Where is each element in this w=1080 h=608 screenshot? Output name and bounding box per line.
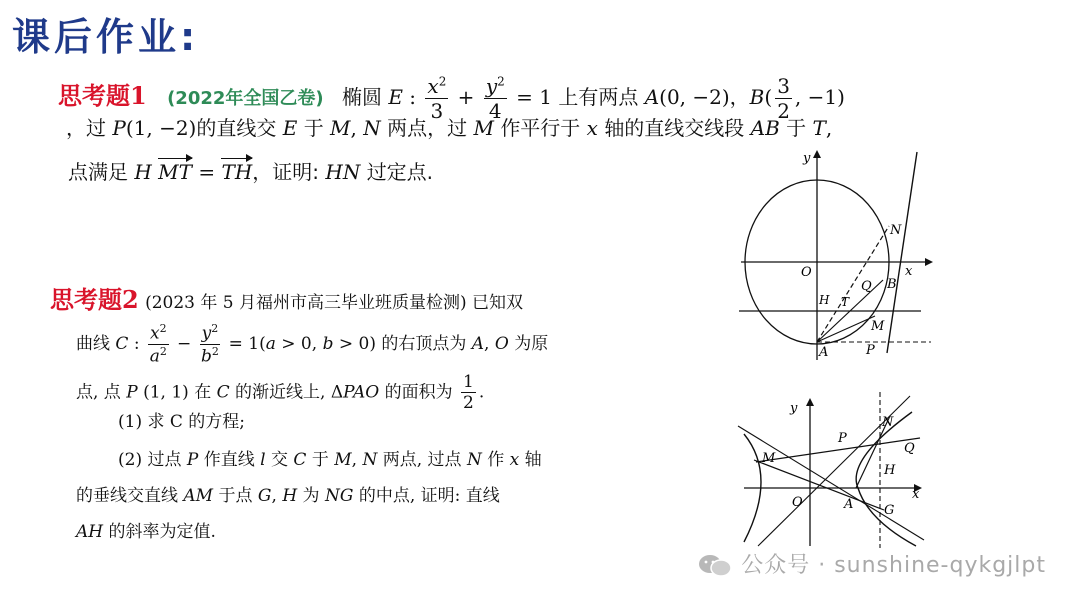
problem2-label: 思考题2 <box>50 285 139 314</box>
svg-text:Q: Q <box>861 279 872 294</box>
svg-text:B: B <box>887 277 897 292</box>
problem2-line7: AH 的斜率为定值. <box>76 522 216 542</box>
svg-text:Q: Q <box>904 441 915 456</box>
problem2-source: (2023 年 5 月福州市高三毕业班质量检测) 已知双 <box>145 293 524 313</box>
problem1-line1: 思考题1 (2022年全国乙卷) 椭圆 E : $\frac{x^2}{3}$ + $\frac{y^2}{4}$ = 1 上有两点 A(0, −2)，B( $\frac{3}{2}$ , −1) <box>58 74 845 123</box>
svg-text:x: x <box>912 487 920 502</box>
svg-text:T: T <box>841 295 850 309</box>
svg-text:M: M <box>762 451 776 466</box>
svg-text:A: A <box>819 345 829 360</box>
svg-text:O: O <box>801 265 812 280</box>
svg-text:P: P <box>838 431 847 446</box>
svg-text:H: H <box>819 293 830 307</box>
problem1-line3: 点满足 H MT = TH，证明: HN 过定点. <box>68 160 434 184</box>
svg-text:x: x <box>905 264 913 279</box>
watermark <box>697 548 1046 579</box>
problem2-q2: (2) 过点 P 作直线 l 交 C 于 M, N 两点, 过点 N 作 x 轴 <box>118 450 542 470</box>
problem2-line1 <box>50 285 524 314</box>
svg-text:N: N <box>890 223 902 238</box>
svg-text:O: O <box>792 495 803 510</box>
svg-text:A: A <box>844 497 854 512</box>
chat-bubbles-icon <box>697 553 733 579</box>
svg-text:y: y <box>803 151 811 166</box>
svg-text:M: M <box>871 319 885 334</box>
watermark-text: 公众号 · sunshine-qykgjlpt <box>741 553 1046 578</box>
ellipse-figure <box>735 148 935 363</box>
problem2-line2: 曲线 C : $\frac{x^2}{a^2}$ − $\frac{y^2}{b^2}$ = 1(a > 0, b > 0) 的右顶点为 A, O 为原 <box>76 322 549 367</box>
svg-text:y: y <box>790 401 798 416</box>
svg-text:P: P <box>866 343 875 358</box>
problem1-line2: ，过 P(1, −2)的直线交 E 于 M, N 两点，过 M 作平行于 x 轴的直线交线段 AB 于 T, <box>66 116 833 140</box>
problem1-label: 思考题1 <box>58 81 147 110</box>
svg-text:G: G <box>884 503 895 518</box>
hyperbola-figure <box>734 390 930 550</box>
problem2-q1: (1) 求 C 的方程; <box>118 412 246 432</box>
problem2-line6: 的垂线交直线 AM 于点 G, H 为 NG 的中点, 证明: 直线 <box>76 486 500 506</box>
svg-text:H: H <box>884 463 896 478</box>
problem1-source: (2022年全国乙卷) <box>167 88 324 109</box>
problem2-line3: 点, 点 P (1, 1) 在 C 的渐近线上, ΔPAO 的面积为 $\frac{1}{2}$ . <box>76 372 485 414</box>
svg-text:N: N <box>882 415 894 430</box>
page-title: 课后作业: <box>12 15 200 59</box>
